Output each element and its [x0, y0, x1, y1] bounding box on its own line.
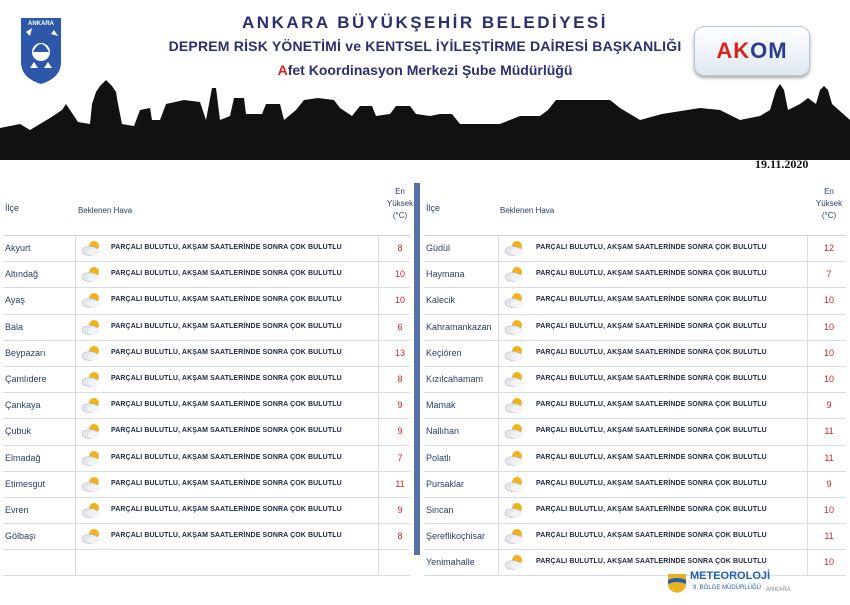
district-name: Beypazarı	[5, 347, 46, 358]
column-max-temp	[383, 186, 417, 222]
table-row	[424, 498, 846, 524]
table-row	[3, 288, 410, 314]
table-row	[3, 367, 410, 393]
max-temperature: 6	[397, 321, 403, 332]
column-max-line3: (°C)	[821, 211, 837, 220]
table-row	[424, 341, 846, 367]
meteorology-subtitle: 9. BÖLGE MÜDÜRLÜĞÜ	[693, 585, 762, 591]
max-temperature: 11	[395, 478, 405, 489]
district-name: Nallıhan	[426, 426, 460, 437]
max-temperature: 10	[823, 321, 834, 332]
max-temperature: 10	[823, 347, 834, 358]
left-table	[3, 183, 414, 576]
partly-cloudy-icon	[81, 501, 103, 519]
table-row	[3, 315, 410, 341]
district-name: Çankaya	[5, 400, 41, 411]
forecast-text: PARÇALI BULUTLU, AKŞAM SAATLERİNDE SONRA ÇOK BULUTLU	[111, 270, 342, 278]
forecast-text: PARÇALI BULUTLU, AKŞAM SAATLERİNDE SONRA ÇOK BULUTLU	[536, 270, 767, 278]
max-temperature: 10	[823, 373, 834, 384]
empty-row	[3, 550, 410, 576]
partly-cloudy-icon	[81, 318, 103, 336]
forecast-text: PARÇALI BULUTLU, AKŞAM SAATLERİNDE SONRA ÇOK BULUTLU	[536, 532, 767, 540]
akom-badge-ak: AK	[716, 38, 751, 63]
table-row	[424, 524, 846, 550]
district-name: Ayaş	[5, 295, 25, 306]
district-name: Sincan	[426, 504, 454, 515]
forecast-text: PARÇALI BULUTLU, AKŞAM SAATLERİNDE SONRA ÇOK BULUTLU	[111, 532, 342, 540]
partly-cloudy-icon	[81, 370, 103, 388]
forecast-text: PARÇALI BULUTLU, AKŞAM SAATLERİNDE SONRA ÇOK BULUTLU	[111, 479, 342, 487]
table-row	[424, 236, 846, 262]
district-name: Keçiören	[426, 347, 462, 358]
district-name: Bala	[5, 321, 24, 332]
max-temperature: 9	[397, 504, 403, 515]
district-name: Kalecik	[426, 295, 456, 306]
table-row	[3, 446, 410, 472]
partly-cloudy-icon	[81, 422, 103, 440]
partly-cloudy-icon	[81, 475, 103, 493]
max-temperature: 10	[823, 557, 834, 568]
partly-cloudy-icon	[504, 344, 526, 362]
max-temperature: 13	[394, 347, 405, 358]
district-name: Etimesgut	[5, 478, 46, 489]
column-max-line3: (°C)	[392, 211, 408, 220]
title-unit-initial: A	[277, 62, 288, 78]
forecast-text: PARÇALI BULUTLU, AKŞAM SAATLERİNDE SONRA ÇOK BULUTLU	[536, 558, 767, 566]
max-temperature: 10	[823, 504, 834, 515]
table-row	[3, 393, 410, 419]
partly-cloudy-icon	[504, 527, 526, 545]
partly-cloudy-icon	[504, 553, 526, 571]
column-separator	[378, 236, 379, 576]
column-forecast: Beklenen Hava	[500, 206, 555, 215]
partly-cloudy-icon	[504, 239, 526, 257]
district-name: Güdül	[426, 243, 451, 253]
partly-cloudy-icon	[81, 449, 103, 467]
table-row	[3, 524, 410, 550]
partly-cloudy-icon	[81, 291, 103, 309]
meteorology-title: METEOROLOJİ	[690, 570, 771, 582]
meteorology-logo	[666, 570, 816, 600]
max-temperature: 8	[397, 531, 403, 542]
district-name: Kahramankazan	[426, 321, 492, 332]
district-name: Akyurt	[5, 243, 31, 253]
forecast-text: PARÇALI BULUTLU, AKŞAM SAATLERİNDE SONRA ÇOK BULUTLU	[536, 401, 767, 409]
table-row	[3, 341, 410, 367]
partly-cloudy-icon	[504, 370, 526, 388]
column-district: İlçe	[426, 203, 441, 213]
column-forecast: Beklenen Hava	[78, 206, 133, 215]
partly-cloudy-icon	[504, 449, 526, 467]
column-max-line2: Yüksek	[815, 199, 843, 208]
forecast-text: PARÇALI BULUTLU, AKŞAM SAATLERİNDE SONRA ÇOK BULUTLU	[536, 453, 767, 461]
left-table-body	[3, 236, 410, 576]
forecast-text: PARÇALI BULUTLU, AKŞAM SAATLERİNDE SONRA ÇOK BULUTLU	[111, 296, 342, 304]
max-temperature: 9	[397, 426, 403, 437]
district-name: Haymana	[426, 269, 465, 280]
district-name: Altındağ	[5, 269, 39, 280]
forecast-text: PARÇALI BULUTLU, AKŞAM SAATLERİNDE SONRA ÇOK BULUTLU	[111, 505, 342, 513]
max-temperature: 11	[824, 426, 834, 437]
page-header	[0, 0, 850, 170]
table-row	[424, 288, 846, 314]
title-unit-rest: fet Koordinasyon Merkezi Şube Müdürlüğü	[287, 62, 573, 78]
district-name: Gölbaşı	[5, 531, 37, 542]
district-name: Mamak	[426, 400, 456, 411]
partly-cloudy-icon	[504, 265, 526, 283]
right-table	[424, 183, 846, 576]
forecast-text: PARÇALI BULUTLU, AKŞAM SAATLERİNDE SONRA ÇOK BULUTLU	[536, 348, 767, 356]
table-row	[3, 419, 410, 445]
column-separator	[807, 236, 808, 576]
partly-cloudy-icon	[504, 422, 526, 440]
max-temperature: 11	[824, 452, 834, 463]
max-temperature: 10	[394, 269, 405, 280]
table-row	[3, 498, 410, 524]
title-department: DEPREM RİSK YÖNETİMİ ve KENTSEL İYİLEŞTİRME DAİRESİ BAŞKANLIĞI	[168, 38, 682, 54]
table-row	[424, 367, 846, 393]
forecast-text: PARÇALI BULUTLU, AKŞAM SAATLERİNDE SONRA ÇOK BULUTLU	[111, 348, 342, 356]
max-temperature: 10	[823, 295, 834, 306]
akom-badge-m: M	[768, 38, 788, 63]
forecast-text: PARÇALI BULUTLU, AKŞAM SAATLERİNDE SONRA ÇOK BULUTLU	[111, 427, 342, 435]
left-table-header	[3, 183, 414, 236]
max-temperature: 9	[826, 478, 832, 489]
akom-badge-o: O	[750, 38, 769, 63]
forecast-text: PARÇALI BULUTLU, AKŞAM SAATLERİNDE SONRA ÇOK BULUTLU	[536, 374, 767, 382]
table-row	[424, 419, 846, 445]
forecast-text: PARÇALI BULUTLU, AKŞAM SAATLERİNDE SONRA ÇOK BULUTLU	[536, 322, 767, 330]
meteorology-city: ANKARA	[766, 587, 791, 593]
max-temperature: 8	[397, 373, 403, 384]
column-separator	[498, 236, 499, 576]
max-temperature: 9	[397, 400, 403, 411]
title-municipality: ANKARA BÜYÜKŞEHİR BELEDİYESİ	[242, 13, 608, 32]
forecast-text: PARÇALI BULUTLU, AKŞAM SAATLERİNDE SONRA ÇOK BULUTLU	[536, 479, 767, 487]
district-name: Yenimahalle	[426, 557, 475, 568]
district-name: Evren	[5, 504, 29, 515]
right-table-header	[424, 183, 846, 236]
partly-cloudy-icon	[81, 239, 103, 257]
report-date: 19.11.2020	[755, 157, 809, 171]
column-max-line2: Yüksek	[386, 199, 414, 208]
max-temperature: 10	[394, 295, 405, 306]
partly-cloudy-icon	[504, 318, 526, 336]
partly-cloudy-icon	[504, 475, 526, 493]
table-row	[424, 446, 846, 472]
district-name: Pursaklar	[426, 478, 465, 489]
partly-cloudy-icon	[81, 396, 103, 414]
column-max-line1: En	[395, 187, 405, 196]
table-row	[3, 472, 410, 498]
district-name: Elmadağ	[5, 452, 41, 463]
table-row	[3, 236, 410, 262]
forecast-text: PARÇALI BULUTLU, AKŞAM SAATLERİNDE SONRA ÇOK BULUTLU	[536, 427, 767, 435]
column-district: İlçe	[5, 203, 20, 213]
district-name: Şereflikoçhisar	[426, 531, 486, 542]
forecast-text: PARÇALI BULUTLU, AKŞAM SAATLERİNDE SONRA ÇOK BULUTLU	[536, 505, 767, 513]
max-temperature: 9	[826, 400, 832, 411]
column-separator	[75, 236, 76, 576]
column-max-temp	[812, 186, 846, 222]
district-name: Çubuk	[5, 426, 32, 437]
forecast-text: PARÇALI BULUTLU, AKŞAM SAATLERİNDE SONRA ÇOK BULUTLU	[111, 453, 342, 461]
logo-label: ANKARA	[28, 21, 54, 27]
akom-badge	[694, 26, 810, 76]
table-divider	[414, 183, 420, 555]
district-name: Çamlıdere	[5, 373, 47, 384]
city-skyline	[0, 80, 850, 160]
forecast-text: PARÇALI BULUTLU, AKŞAM SAATLERİNDE SONRA ÇOK BULUTLU	[536, 296, 767, 304]
max-temperature: 8	[397, 243, 403, 253]
partly-cloudy-icon	[81, 265, 103, 283]
partly-cloudy-icon	[504, 291, 526, 309]
partly-cloudy-icon	[504, 396, 526, 414]
forecast-text: PARÇALI BULUTLU, AKŞAM SAATLERİNDE SONRA ÇOK BULUTLU	[111, 322, 342, 330]
table-row	[424, 262, 846, 288]
column-max-line1: En	[824, 187, 834, 196]
max-temperature: 11	[824, 531, 834, 542]
district-name: Kızılcahamam	[426, 373, 484, 384]
table-row	[424, 472, 846, 498]
max-temperature: 7	[826, 269, 832, 280]
district-name: Polatlı	[426, 452, 452, 463]
right-table-body	[424, 236, 846, 576]
forecast-text: PARÇALI BULUTLU, AKŞAM SAATLERİNDE SONRA ÇOK BULUTLU	[536, 244, 767, 251]
max-temperature: 12	[823, 243, 834, 253]
partly-cloudy-icon	[81, 344, 103, 362]
max-temperature: 7	[397, 452, 403, 463]
table-row	[3, 262, 410, 288]
forecast-text: PARÇALI BULUTLU, AKŞAM SAATLERİNDE SONRA ÇOK BULUTLU	[111, 244, 342, 251]
partly-cloudy-icon	[504, 501, 526, 519]
meteorology-icon	[666, 572, 688, 594]
table-row	[424, 393, 846, 419]
forecast-text: PARÇALI BULUTLU, AKŞAM SAATLERİNDE SONRA ÇOK BULUTLU	[111, 374, 342, 382]
table-row	[424, 315, 846, 341]
partly-cloudy-icon	[81, 527, 103, 545]
forecast-text: PARÇALI BULUTLU, AKŞAM SAATLERİNDE SONRA ÇOK BULUTLU	[111, 401, 342, 409]
